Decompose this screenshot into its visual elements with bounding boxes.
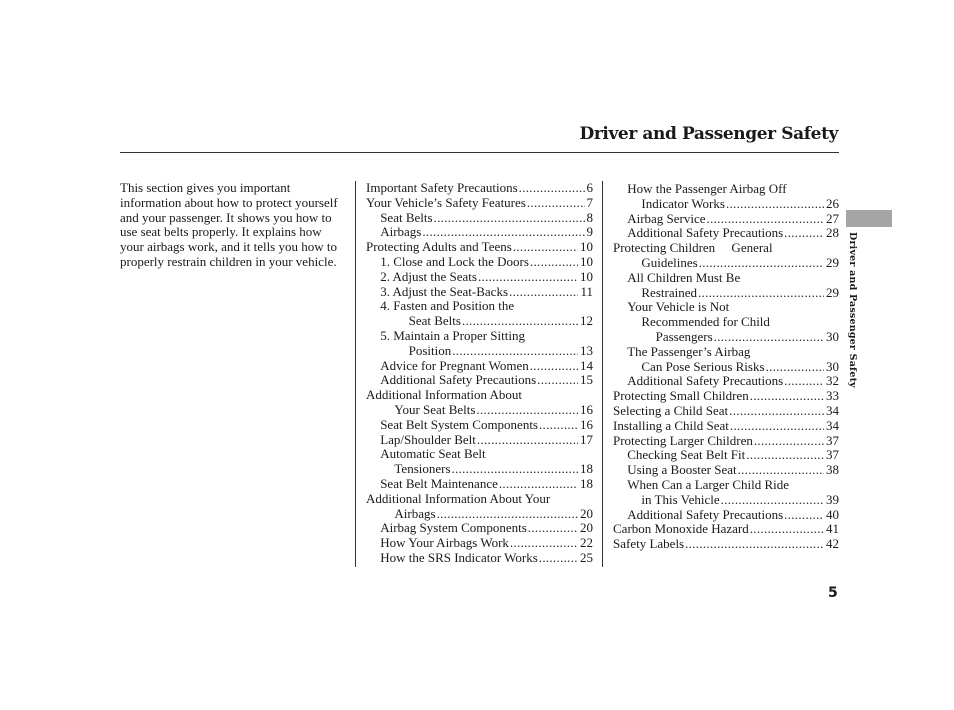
- toc-dot-leader: [451, 343, 578, 358]
- toc-entry-title: Can Pose Serious Risks: [641, 358, 765, 374]
- toc-entry-title: Seat Belt Maintenance: [380, 476, 498, 491]
- toc-entry: [366, 417, 593, 432]
- toc-entry: [366, 239, 593, 254]
- toc-dot-leader: [536, 372, 578, 387]
- toc-entry-title: Your Vehicle’s Safety Features: [366, 194, 526, 210]
- toc-page-number: 38: [826, 462, 839, 478]
- toc-entry-title: Airbag Service: [627, 210, 706, 226]
- toc-entry-title: 1. Close and Lock the Doors: [380, 254, 529, 269]
- toc-page-number: 16: [580, 416, 593, 432]
- toc-entry: [366, 313, 593, 328]
- toc-entry: [366, 446, 593, 461]
- toc-dot-leader: [749, 521, 824, 536]
- toc-entry: [366, 506, 593, 521]
- toc-entry: [366, 210, 593, 225]
- toc-entry: [613, 447, 839, 462]
- toc-entry: [613, 477, 839, 492]
- intro-paragraph: This section gives you important information about how to protect yourself and your passenger. It shows you how to use seat belts properly. It explains how your airbags work, and it tells you how to properly restrain children in your vehicle.: [120, 180, 338, 269]
- toc-entry: [613, 196, 839, 211]
- toc-entry-title: All Children Must Be: [627, 269, 741, 285]
- toc-entry-title: Additional Safety Precautions: [627, 225, 784, 241]
- toc-dot-leader: [698, 255, 824, 270]
- toc-entry-title: Safety Labels: [613, 536, 685, 552]
- toc-dot-leader: [538, 550, 578, 565]
- toc-entry: [366, 372, 593, 387]
- toc-dot-leader: [538, 417, 578, 432]
- toc-page-number: 37: [826, 447, 839, 463]
- toc-entry: [613, 211, 839, 226]
- toc-entry-title: in This Vehicle: [641, 491, 720, 507]
- toc-dot-leader: [508, 284, 578, 299]
- toc-entry: [366, 358, 593, 373]
- toc-entry: [613, 462, 839, 477]
- toc-entry-title: Guidelines: [641, 255, 698, 270]
- column-divider-left: [355, 181, 356, 567]
- toc-entry-title: Installing a Child Seat: [613, 417, 729, 433]
- toc-entry-title: The Passenger’s Airbag: [627, 343, 751, 359]
- toc-page-number: 30: [826, 329, 839, 344]
- toc-dot-leader: [527, 520, 578, 535]
- toc-entry-title: Advice for Pregnant Women: [380, 357, 529, 373]
- toc-entry: [366, 284, 593, 299]
- toc-entry-title: Additional Information About Your: [366, 490, 551, 506]
- toc-entry-title: How Your Airbags Work: [380, 535, 509, 551]
- toc-entry: [613, 240, 839, 255]
- toc-page-number: 16: [580, 402, 593, 417]
- toc-page-number: 34: [826, 403, 839, 418]
- toc-entry-title: Recommended for Child: [641, 314, 770, 330]
- toc-entry-title: How the SRS Indicator Works: [380, 550, 538, 565]
- toc-page-number: 40: [826, 506, 839, 522]
- toc-page-number: 12: [580, 313, 593, 329]
- toc-entry-title: Protecting Children General: [613, 240, 773, 256]
- toc-entry-title: Additional Safety Precautions: [627, 373, 784, 389]
- toc-entry: [613, 507, 839, 522]
- toc-entry-title: Indicator Works: [641, 195, 725, 211]
- toc-page-number: 33: [826, 388, 839, 404]
- toc-page-number: 37: [826, 432, 839, 448]
- toc-entry: [366, 298, 593, 313]
- toc-page-number: 20: [580, 505, 593, 521]
- toc-entry-title: Your Vehicle is Not: [627, 299, 730, 315]
- toc-entry-title: Carbon Monoxide Hazard: [613, 521, 749, 537]
- toc-entry: [366, 343, 593, 358]
- toc-entry-title: How the Passenger Airbag Off: [627, 181, 787, 196]
- toc-page-number: 7: [586, 194, 593, 210]
- toc-entry: [613, 388, 839, 403]
- section-tab: [846, 210, 892, 227]
- toc-entry-title: Airbags: [380, 224, 422, 240]
- toc-entry: [613, 270, 839, 285]
- toc-entry-title: Checking Seat Belt Fit: [627, 447, 746, 463]
- toc-dot-leader: [526, 195, 585, 210]
- toc-dot-leader: [720, 492, 824, 507]
- toc-dot-leader: [529, 358, 578, 373]
- toc-entry: [613, 181, 839, 196]
- toc-entry: [613, 255, 839, 270]
- toc-page-number: 10: [580, 239, 593, 255]
- toc-entry-title: Protecting Small Children: [613, 388, 749, 404]
- toc-entry-title: Passengers: [655, 329, 713, 344]
- toc-entry-title: 3. Adjust the Seat-Backs: [380, 283, 509, 299]
- toc-entry-title: Airbag System Components: [380, 520, 527, 536]
- toc-entry-title: 5. Maintain a Proper Sitting: [380, 328, 525, 343]
- toc-entry-title: Protecting Adults and Teens: [366, 239, 512, 255]
- toc-entry: [613, 299, 839, 314]
- toc-entry-title: Airbags: [394, 505, 436, 521]
- toc-dot-leader: [737, 462, 824, 477]
- toc-entry: [366, 387, 593, 402]
- toc-entry: [613, 373, 839, 388]
- toc-dot-leader: [509, 535, 578, 550]
- toc-entry-title: Additional Information About: [366, 387, 522, 403]
- toc-entry: [366, 550, 593, 565]
- toc-dot-leader: [765, 359, 824, 374]
- toc-page-number: 30: [826, 358, 839, 374]
- toc-page-number: 15: [580, 372, 593, 388]
- toc-page-number: 42: [826, 536, 839, 552]
- toc-dot-leader: [749, 388, 824, 403]
- toc-page-number: 26: [826, 195, 839, 211]
- toc-entry: [366, 535, 593, 550]
- toc-dot-leader: [477, 269, 578, 284]
- toc-dot-leader: [476, 432, 578, 447]
- toc-entry: [366, 461, 593, 476]
- toc-entry: [366, 254, 593, 269]
- toc-page-number: 29: [826, 255, 839, 270]
- toc-dot-leader: [706, 211, 824, 226]
- toc-entry: [613, 314, 839, 329]
- toc-page-number: 39: [826, 491, 839, 507]
- toc-entry: [613, 329, 839, 344]
- toc-entry-title: Your Seat Belts: [394, 402, 476, 417]
- toc-dot-leader: [451, 461, 578, 476]
- toc-entry-title: Seat Belt System Components: [380, 416, 538, 432]
- toc-entry: [366, 269, 593, 284]
- toc-entry: [613, 536, 839, 551]
- toc-dot-leader: [713, 329, 824, 344]
- toc-page-number: 41: [826, 521, 839, 537]
- toc-entry: [613, 225, 839, 240]
- toc-dot-leader: [725, 196, 824, 211]
- toc-dot-leader: [728, 403, 824, 418]
- toc-entry: [366, 520, 593, 535]
- toc-dot-leader: [697, 285, 824, 300]
- toc-page-number: 17: [580, 431, 593, 447]
- toc-entry: [613, 433, 839, 448]
- toc-entry-title: Selecting a Child Seat: [613, 403, 729, 418]
- toc-entry-title: Additional Safety Precautions: [627, 506, 784, 522]
- toc-entry-title: Position: [408, 342, 452, 358]
- toc-dot-leader: [461, 313, 578, 328]
- toc-dot-leader: [512, 239, 578, 254]
- toc-entry: [366, 195, 593, 210]
- toc-entry: [366, 180, 593, 195]
- toc-entry-title: Restrained: [641, 284, 697, 300]
- toc-dot-leader: [753, 433, 824, 448]
- toc-entry-title: Seat Belts: [380, 209, 433, 225]
- toc-dot-leader: [684, 536, 824, 551]
- toc-dot-leader: [498, 476, 578, 491]
- header-rule: [120, 152, 839, 153]
- toc-entry-title: 4. Fasten and Position the: [380, 298, 515, 314]
- toc-page-number: 14: [580, 357, 593, 373]
- toc-entry-title: Important Safety Precautions: [366, 180, 518, 195]
- toc-dot-leader: [529, 254, 578, 269]
- toc-entry-title: Seat Belts: [408, 313, 461, 329]
- toc-dot-leader: [783, 373, 824, 388]
- column-divider-right: [602, 181, 603, 567]
- toc-page-number: 27: [826, 210, 839, 226]
- toc-entry-title: Automatic Seat Belt: [380, 446, 486, 462]
- toc-entry: [613, 418, 839, 433]
- toc-page-number: 8: [586, 209, 593, 225]
- toc-entry: [366, 432, 593, 447]
- toc-page-number: 13: [580, 342, 593, 358]
- toc-entry-title: Tensioners: [394, 461, 451, 477]
- toc-entry-title: Additional Safety Precautions: [380, 372, 537, 388]
- toc-page-number: 18: [580, 461, 593, 477]
- toc-dot-leader: [436, 506, 578, 521]
- side-section-label: Driver and Passenger Safety: [847, 232, 858, 388]
- toc-dot-leader: [729, 418, 824, 433]
- toc-page-number: 9: [586, 224, 593, 240]
- toc-page-number: 34: [826, 417, 839, 433]
- toc-entry: [366, 402, 593, 417]
- toc-entry: [613, 492, 839, 507]
- toc-dot-leader: [783, 225, 824, 240]
- toc-entry-title: When Can a Larger Child Ride: [627, 477, 790, 492]
- toc-entry-title: Using a Booster Seat: [627, 462, 737, 478]
- toc-page-number: 32: [826, 373, 839, 389]
- toc-entry: [366, 491, 593, 506]
- toc-entry: [613, 521, 839, 536]
- toc-page-number: 28: [826, 225, 839, 241]
- toc-dot-leader: [518, 180, 585, 195]
- toc-page-number: 25: [580, 550, 593, 565]
- toc-page-number: 6: [586, 180, 593, 195]
- toc-dot-leader: [745, 447, 824, 462]
- toc-entry-title: Protecting Larger Children: [613, 432, 753, 448]
- toc-dot-leader: [475, 402, 578, 417]
- toc-page-number: 22: [580, 535, 593, 551]
- toc-entry-title: Lap/Shoulder Belt: [380, 431, 476, 447]
- toc-page-number: 29: [826, 284, 839, 300]
- page-number: 5: [828, 585, 838, 601]
- toc-entry-title: 2. Adjust the Seats: [380, 268, 477, 284]
- toc-dot-leader: [421, 224, 584, 239]
- toc-page-number: 18: [580, 476, 593, 491]
- toc-entry: [366, 224, 593, 239]
- toc-entry: [366, 476, 593, 491]
- toc-entry: [613, 359, 839, 374]
- toc-entry: [613, 403, 839, 418]
- toc-entry: [613, 344, 839, 359]
- toc-page-number: 20: [580, 520, 593, 536]
- toc-dot-leader: [433, 210, 585, 225]
- toc-entry: [613, 285, 839, 300]
- page-title: Driver and Passenger Safety: [579, 124, 838, 144]
- toc-entry: [366, 328, 593, 343]
- toc-page-number: 11: [580, 283, 593, 299]
- toc-page-number: 10: [580, 268, 593, 284]
- toc-page-number: 10: [580, 254, 593, 269]
- toc-dot-leader: [783, 507, 824, 522]
